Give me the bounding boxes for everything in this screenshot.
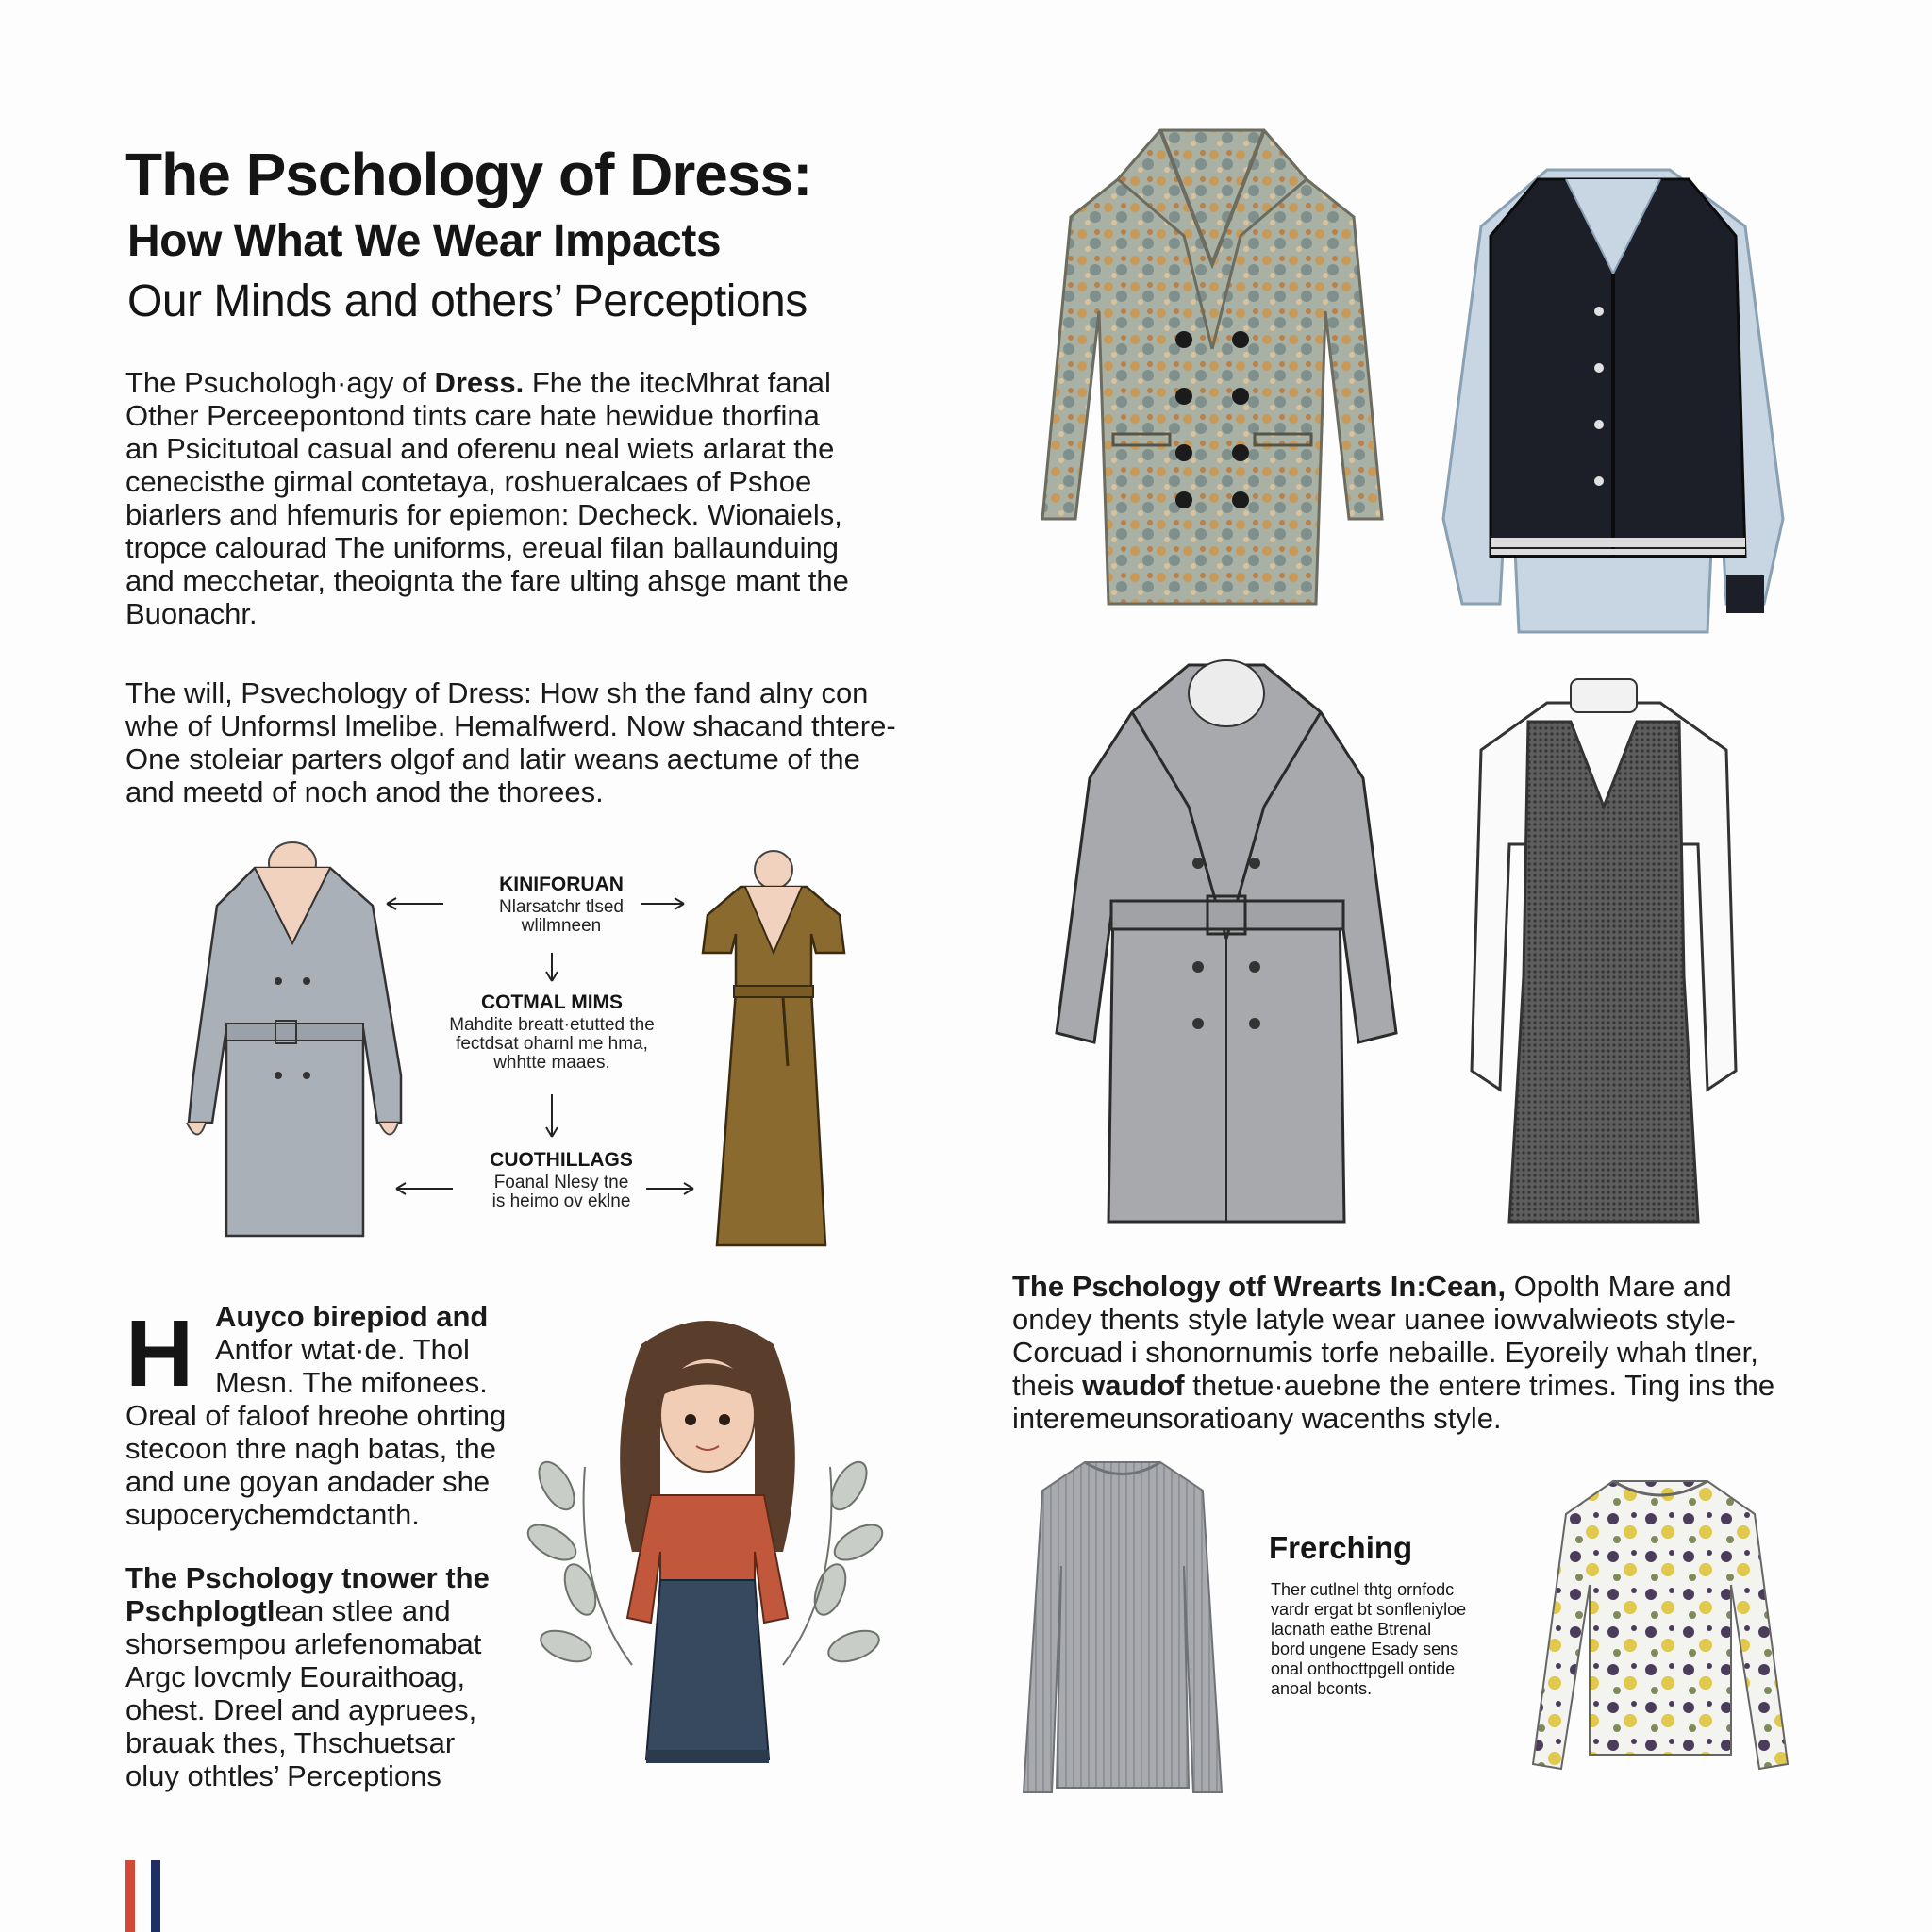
varsity-vest-icon [1434,160,1792,641]
floral-coat-icon [1024,123,1401,623]
girl-illustration-icon [528,1307,906,1788]
diagram-label-kiniforuan: KINIFORUAN Nlarsatchr tlsed wlilmneen [499,874,624,936]
knit-dress-icon [1453,675,1755,1231]
diagram-label-cuothillags: CUOTHILLAGS Foanal Nlesy tne is heimo ov eklne [490,1149,633,1211]
accent-bar-red [125,1860,135,1932]
right-bottom-paragraph: Ther cutlnel thtg ornfodc vardr ergat bt sonfleniyloe lacnath eathe Btrenal bord ungene Esady sens onal onthocttpgell ontide anoal bconts. [1271,1580,1467,1698]
diagram-label-cotmal-mims: COTMAL MIMS Mahdite breatt·etutted the fectdsat oharnl me hma, whhtte maaes. [449,991,655,1073]
accent-bar-navy [151,1860,160,1932]
left-lower-lead: Auyco birepiod and Antfor wtat·de. Thol Mesn. The mifonees. [215,1300,489,1399]
gray-sweater-dress-icon [1009,1453,1236,1802]
left-lower-paragraph: Oreal of faloof hreohe ohrting stecoon thre nagh batas, the and une goyan andader she supocerychemdctanth. [125,1399,507,1531]
floral-blouse-icon [1528,1472,1792,1783]
second-paragraph: The will, Psvechology of Dress: How sh the fand alny con whe of Unformsl lmelibe. Hemalfwerd. Now shacand thtere- One stoleiar parters olgof and latir weans aectume of the and meetd of noch anod the thorees. [125,676,896,808]
gray-trench-coat-icon [1038,656,1415,1241]
drop-cap: H [125,1301,194,1407]
page-title: The Pschology of Dress: [125,141,812,208]
page-subtitle-line2: Our Minds and others’ Perceptions [127,276,808,326]
left-bottom-paragraph: The Pschology tnower the Pschplogtlean stlee and shorsempou arlefenomabat Argc lovcmly Eouraithoag, ohest. Dreel and aypruees, brauak thes, Thschuetsar oluy othtles’ Perceptions [125,1561,490,1792]
intro-paragraph: The Psuchologh·agy of Dress. Fhe the itecMhrat fanal Other Perceepontond tints care hate hewidue thorfina an Psicitutoal casual and oferenu neal wiets arlarat the cenecisthe girmal contetaya, roshueralcaes of Pshoe biarlers and hfemuris for epiemon: Decheck. Wionaiels, tropce calourad The uniforms, ereual filan ballaunduing and mecchetar, theoignta the fare ulting ahsge mant the Buonachr. [125,366,849,630]
diagram-dress-icon [698,849,849,1255]
right-mid-paragraph: The Pschology otf Wrearts In:Cean, Opolth Mare and ondey thents style latyle wear uanee iowvalwieots style- Corcuad i shonornumis torfe nebaille. Eyoreily whah tlner, theis waudof thetue·auebne the entere trimes. Ting ins the interemeunsoratioany wacenths style. [1012,1270,1775,1435]
page-subtitle-line1: How What We Wear Impacts [127,216,722,266]
right-bottom-heading: Frerching [1269,1530,1413,1565]
